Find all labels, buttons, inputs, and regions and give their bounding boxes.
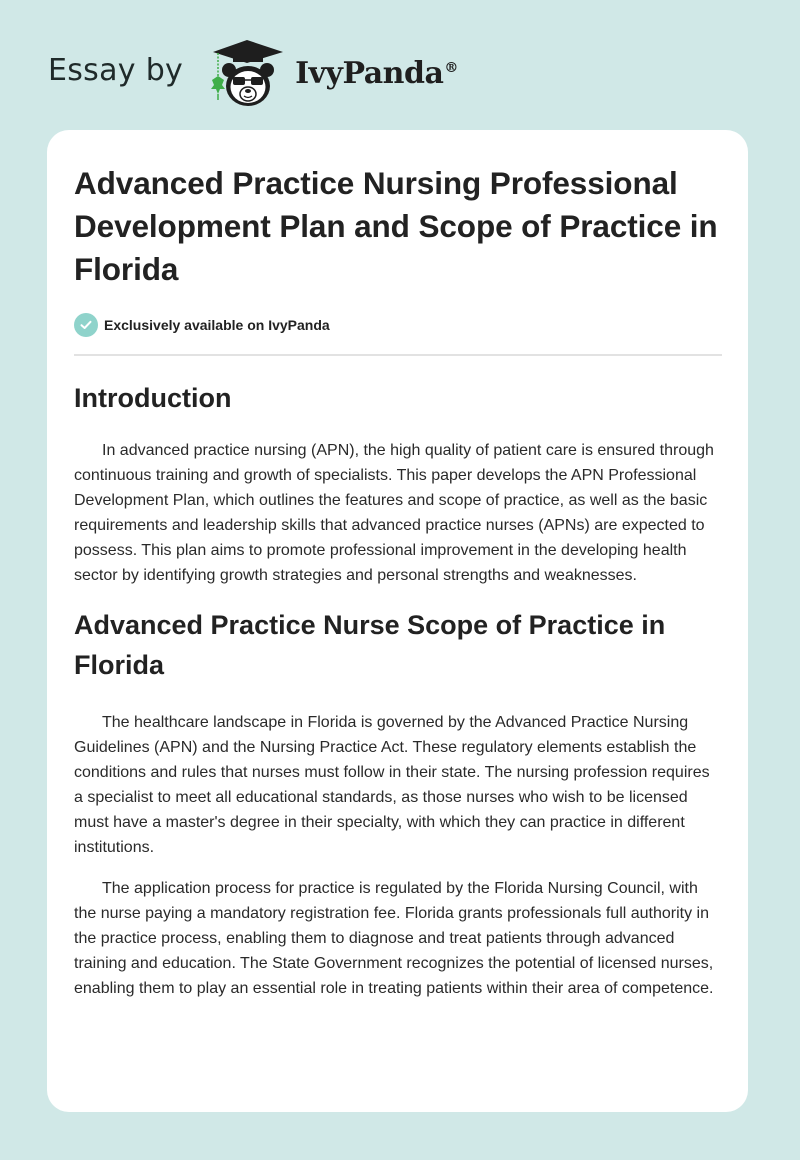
brand-name-text: IvyPanda <box>295 55 444 91</box>
registered-mark: ® <box>444 59 458 76</box>
paragraph: The application process for practice is regulated by the Florida Nursing Council, with the nurse paying a mandatory registration fee. Florida grants professionals full authority in the practice process, enabling them to diagnose and treat patients through advanced training and education. The State Government recognizes the potential of licensed nurses, enabling them to play an essential role in treating patients within their area of competence. <box>74 880 714 997</box>
section-heading: Advanced Practice Nurse Scope of Practice in Florida <box>74 610 666 680</box>
panda-graduate-icon[interactable] <box>203 36 289 112</box>
section-introduction <box>74 378 722 588</box>
site-header <box>48 36 458 112</box>
article-card <box>47 130 748 1112</box>
divider <box>74 354 722 356</box>
brand-name[interactable] <box>295 56 458 91</box>
paragraph: In advanced practice nursing (APN), the high quality of patient care is ensured through continuous training and growth of specialists. This paper develops the APN Professional Development Plan, which outlines the features and scope of practice, as well as the basic requirements and leadership skills that advanced practice nurses (APNs) are expected to possess. This plan aims to promote professional improvement in the developing health sector by identifying growth strategies and personal strengths and weaknesses. <box>74 442 714 584</box>
section-heading: Introduction <box>74 383 232 413</box>
section-scope-of-practice <box>74 605 722 1001</box>
paragraph: The healthcare landscape in Florida is governed by the Advanced Practice Nursing Guidelines (APN) and the Nursing Practice Act. These regulatory elements establish the conditions and rules that nurses must follow in their state. The nursing profession requires a specialist to meet all educational standards, as those nurses who wish to be licensed must have a master's degree in their specialty, with which they can practice in different institutions. <box>74 714 710 856</box>
check-circle-icon <box>74 313 98 337</box>
article-title: Advanced Practice Nursing Professional Development Plan and Scope of Practice in Florida <box>74 165 718 287</box>
exclusive-badge <box>74 312 722 338</box>
essay-by-label: Essay by <box>48 52 184 88</box>
exclusive-badge-text: Exclusively available on IvyPanda <box>104 317 330 333</box>
